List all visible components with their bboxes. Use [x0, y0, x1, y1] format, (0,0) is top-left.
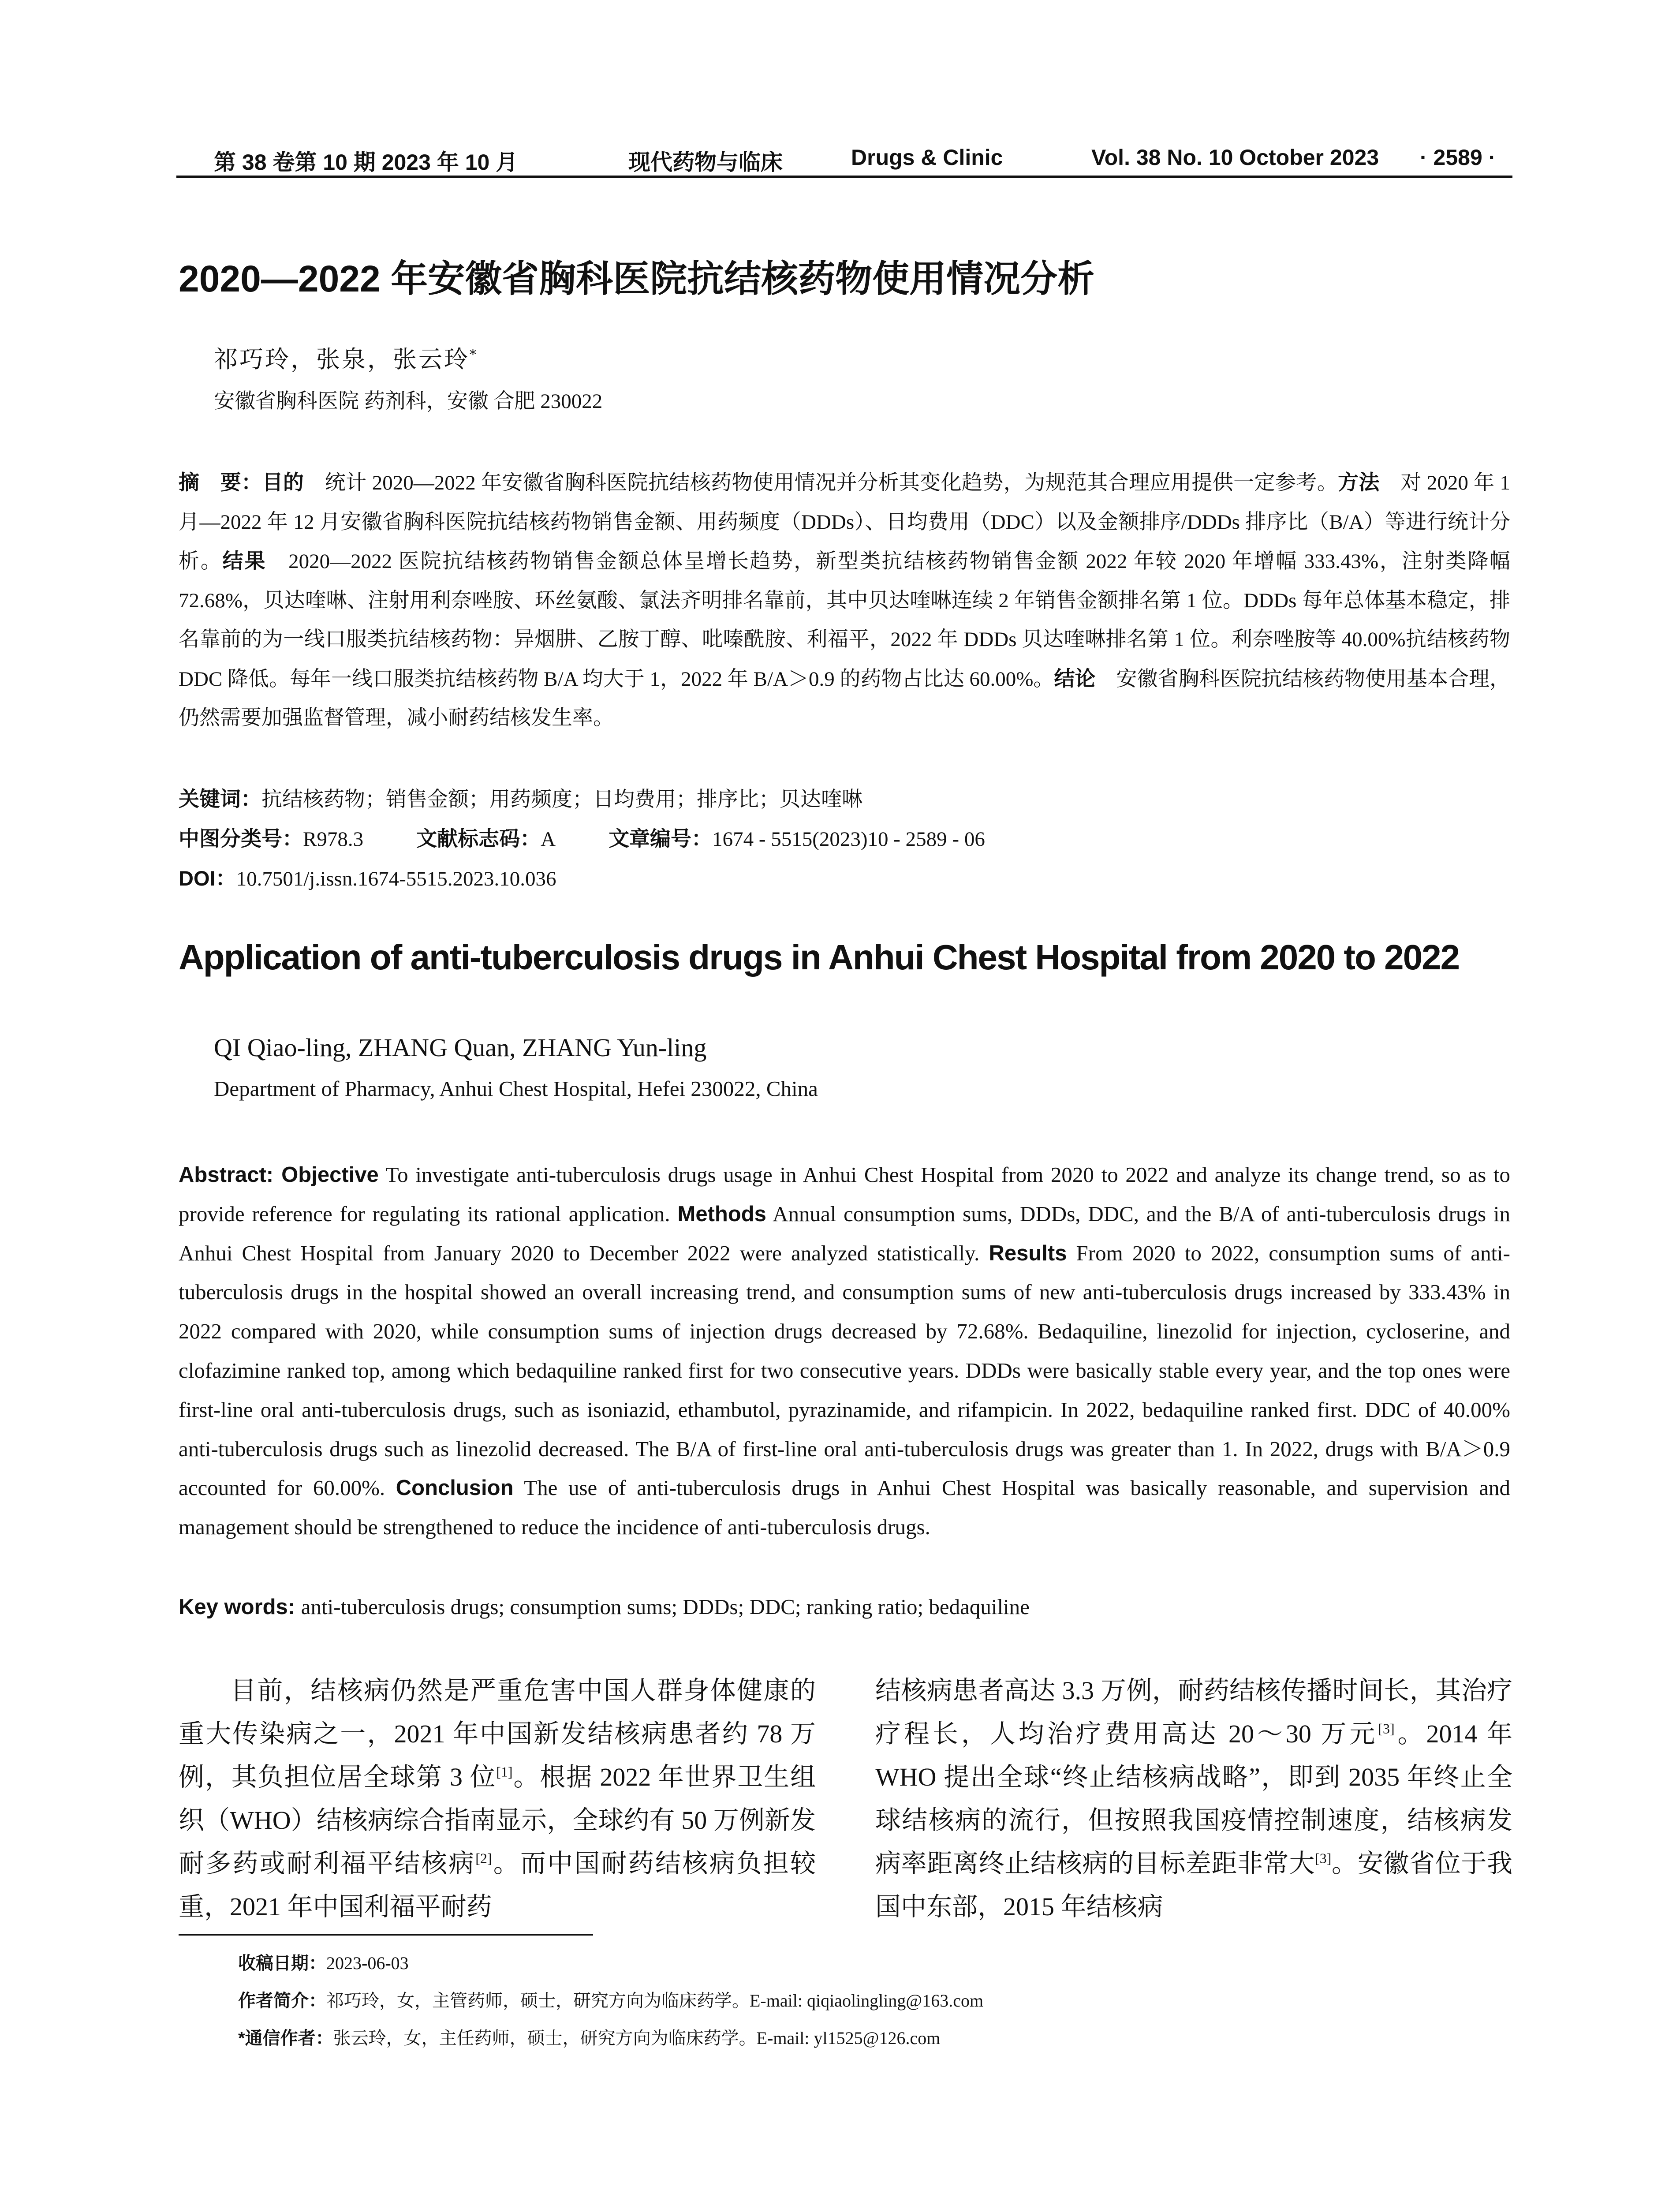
doi-line [179, 862, 556, 892]
methods-cn-text: 对 2020 年 1 月—2022 年 12 月安徽省胸科医院抗结核药物销售金额、用药频度（DDDs）、日均费用（DDC）以及金额排序/DDDs 排序比（B/A）等进行统计分析。 [179, 471, 1511, 573]
results-cn-label: 结果 [222, 549, 267, 572]
citation-ref[interactable]: [1] [496, 1764, 513, 1780]
classification-line [179, 822, 985, 852]
keywords-cn-value: 抗结核药物；销售金额；用药频度；日均费用；排序比；贝达喹啉 [261, 788, 862, 811]
header-page-number: · 2589 · [1420, 145, 1496, 170]
received-date: 2023-06-03 [326, 1953, 409, 1973]
footnote-rule [179, 1934, 593, 1936]
doc-code-value: A [541, 828, 556, 851]
methods-en-label: Methods [677, 1202, 766, 1226]
citation-ref[interactable]: [3] [1315, 1850, 1332, 1866]
keywords-en-value: anti-tuberculosis drugs; consumption sums; DDDs; DDC; ranking ratio; bedaquiline [301, 1595, 1030, 1619]
corresponding-mark: * [470, 347, 478, 363]
body-left-text-3: 。而中国耐药结核病负担较重，2021 年中国利福平耐药 [179, 1849, 816, 1921]
corresponding-author: 张云玲，女，主任药师，硕士，研究方向为临床药学。E-mail: yl1525@126.com [333, 2028, 941, 2048]
header-journal-cn: 现代药物与临床 [628, 149, 783, 175]
methods-en-text: Annual consumption sums, DDDs, DDC, and the B/A of anti-tuberculosis drugs in Anhui Chest Hospital from January 2020 to December 2022 were analyzed statistically. [179, 1201, 1510, 1265]
keywords-en [179, 1594, 1030, 1619]
authors-en: QI Qiao-ling, ZHANG Quan, ZHANG Yun-ling [214, 1033, 707, 1062]
received-label: 收稿日期： [238, 1954, 326, 1973]
keywords-en-label: Key words: [179, 1595, 301, 1619]
header-volume-en: Vol. 38 No. 10 October 2023 [1091, 145, 1379, 170]
author-bio-label: 作者简介： [238, 1991, 326, 2011]
doi-label: DOI： [179, 867, 236, 890]
body-right-text-2: 。2014 年 WHO 提出全球“终止结核病战略”，即到 2035 年终止全球结核病的流行，但按照我国疫情控制速度，结核病发病率距离终止结核病的目标差距非常大 [875, 1719, 1512, 1878]
article-number-label: 文章编号： [609, 827, 713, 850]
objective-en-label: Objective [281, 1163, 379, 1187]
conclusion-en-label: Conclusion [396, 1476, 514, 1500]
doi-link[interactable]: 10.7501/j.issn.1674-5515.2023.10.036 [236, 867, 556, 890]
body-left-text-1: 目前，结核病仍然是严重危害中国人群身体健康的重大传染病之一，2021 年中国新发结核病患者约 78 万例，其负担位居全球第 3 位 [179, 1676, 816, 1791]
footnote-received [238, 1949, 409, 1974]
methods-cn-label: 方法 [1338, 471, 1380, 494]
affiliation-cn: 安徽省胸科医院 药剂科，安徽 合肥 230022 [214, 390, 603, 413]
footnote-corresponding [238, 2024, 940, 2049]
results-cn-text: 2020—2022 医院抗结核药物销售金额总体呈增长趋势，新型类抗结核药物销售金额 2022 年较 2020 年增幅 333.43%，注射类降幅 72.68%，贝达喹啉、注射用利奈唑胺、环丝氨酸、氯法齐明排名靠前，其中贝达喹啉连续 2 年销售金额排名第 1 位。DDDs 每年总体基本稳定，排名靠前的为一线口服类抗结核药物：异烟肼、乙胺丁醇、吡嗪酰胺、利福平，2022 年 DDDs 贝达喹啉排名第 1 位。利奈唑胺等 40.00%抗结核药物 DDC 降低。每年一线口服类抗结核药物 B/A 均大于 1，2022 年 B/A＞0.9 的药物占比达 60.00%。 [179, 550, 1511, 691]
results-en-text: From 2020 to 2022, consumption sums of anti-tuberculosis drugs in the hospital showed an overall increasing trend, and consumption sums of new anti-tuberculosis drugs increased by 333.43% in 2022 compared with 2020, while consumption sums of injection drugs decreased by 72.68%. Bedaquiline, linezolid for injection, cycloserine, and clofazimine ranked top, among which bedaquiline ranked first for two consecutive years. DDDs were basically stable every year, and the top ones were first-line oral anti-tuberculosis drugs, such as isoniazid, ethambutol, pyrazinamide, and rifampicin. In 2022, bedaquiline ranked first. DDC of 40.00% anti-tuberculosis drugs such as linezolid decreased. The B/A of first-line oral anti-tuberculosis drugs was greater than 1. In 2022, drugs with B/A＞0.9 accounted for 60.00%. [179, 1241, 1510, 1500]
abstract-cn-label: 摘 要： [179, 471, 262, 494]
body-column-right [875, 1669, 1512, 1928]
authors-cn-names: 祁巧玲，张泉，张云玲 [214, 345, 470, 373]
body-column-left [179, 1669, 816, 1928]
keywords-cn [179, 783, 862, 812]
header-volume-cn: 第 38 卷第 10 期 2023 年 10 月 [214, 150, 518, 175]
title-cn: 2020—2022 年安徽省胸科医院抗结核药物使用情况分析 [179, 258, 1095, 299]
citation-ref[interactable]: [2] [475, 1850, 492, 1866]
conclusion-en-text: The use of anti-tuberculosis drugs in Anhui Chest Hospital was basically reasonable, and supervision and management should be strengthened to reduce the incidence of anti-tuberculosis drugs. [179, 1476, 1511, 1540]
footnote-author [238, 1987, 983, 2012]
running-header [179, 140, 1510, 180]
citation-ref[interactable]: [3] [1378, 1720, 1395, 1737]
article-number-value: 1674 - 5515(2023)10 - 2589 - 06 [712, 828, 985, 851]
results-en-label: Results [989, 1241, 1067, 1265]
conclusion-cn-label: 结论 [1054, 666, 1096, 690]
abstract-cn [179, 463, 1510, 738]
header-rule [176, 176, 1512, 178]
body-right-text-1: 结核病患者高达 3.3 万例，耐药结核传播时间长，其治疗疗程长，人均治疗费用高达 20～30 万元 [875, 1676, 1512, 1748]
conclusion-cn-text: 安徽省胸科医院抗结核药物使用基本合理，仍然需要加强监督管理，减小耐药结核发生率。 [179, 667, 1511, 729]
header-journal-en: Drugs & Clinic [851, 145, 1003, 170]
keywords-cn-label: 关键词： [179, 787, 261, 811]
objective-cn-text: 统计 2020—2022 年安徽省胸科医院抗结核药物使用情况并分析其变化趋势，为规范其合理应用提供一定参考。 [304, 471, 1338, 494]
clc-label: 中图分类号： [179, 827, 303, 850]
doc-code-label: 文献标志码： [416, 827, 541, 850]
objective-en-text: To investigate anti-tuberculosis drugs usage in Anhui Chest Hospital from 2020 to 2022 and analyze its change trend, so as to provide reference for regulating its rational application. [179, 1162, 1510, 1226]
corresponding-label: *通信作者： [238, 2029, 333, 2048]
authors-cn [214, 340, 478, 374]
objective-cn-label: 目的 [262, 471, 304, 494]
title-en: Application of anti-tuberculosis drugs in Anhui Chest Hospital from 2020 to 2022 [179, 938, 1460, 977]
author-bio: 祁巧玲，女，主管药师，硕士，研究方向为临床药学。E-mail: qiqiaolingling@163.com [326, 1991, 984, 2011]
body-right-text-3: 。安徽省位于我国中东部，2015 年结核病 [875, 1849, 1512, 1921]
affiliation-en: Department of Pharmacy, Anhui Chest Hospital, Hefei 230022, China [214, 1076, 818, 1101]
body-left-text-2: 。根据 2022 年世界卫生组织（WHO）结核病综合指南显示，全球约有 50 万例新发耐多药或耐利福平结核病 [179, 1763, 816, 1878]
abstract-en [179, 1155, 1510, 1547]
abstract-en-label: Abstract: [179, 1163, 282, 1187]
clc-value: R978.3 [303, 828, 364, 851]
